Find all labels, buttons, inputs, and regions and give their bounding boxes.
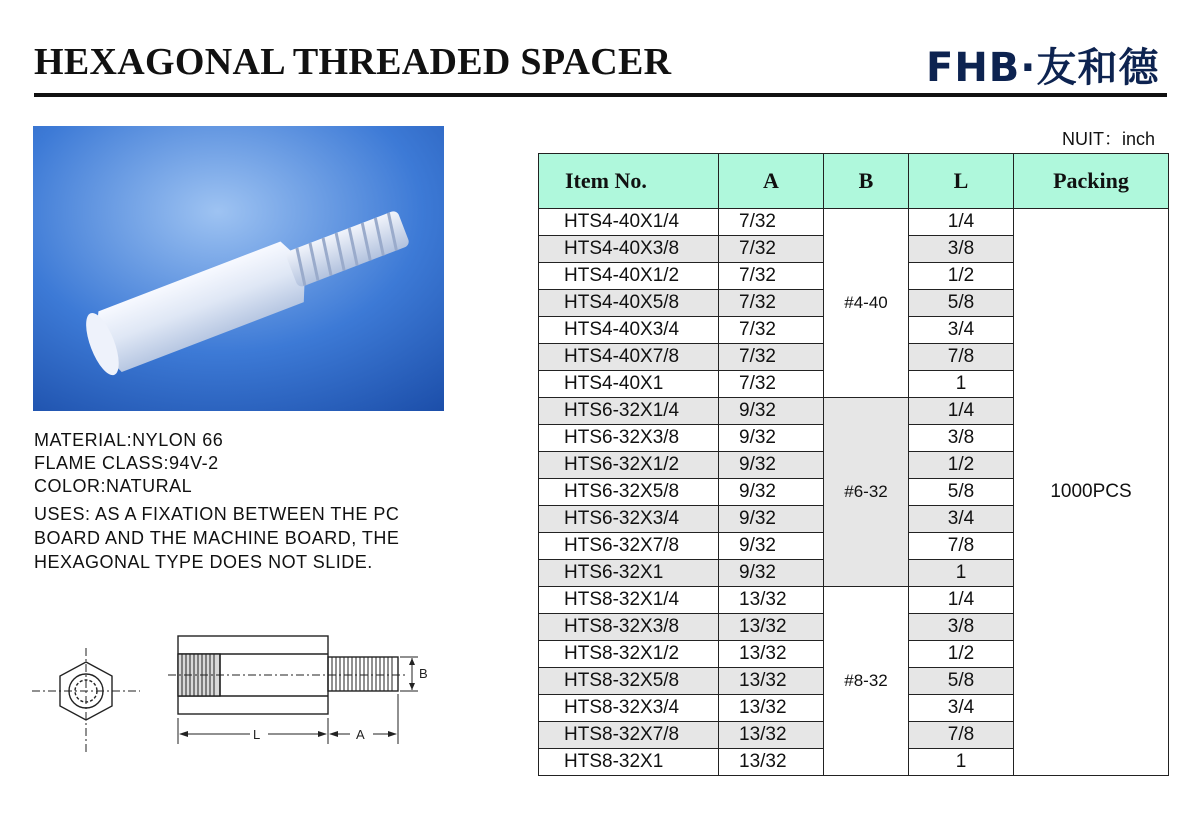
color-text: COLOR:NATURAL: [34, 476, 193, 496]
unit-label: NUIT：inch: [1062, 129, 1156, 149]
item-no-cell: HTS4-40X1/2: [539, 263, 719, 290]
a-cell: 9/32: [719, 506, 824, 533]
item-no-cell: HTS4-40X7/8: [539, 344, 719, 371]
l-cell: 3/4: [909, 506, 1014, 533]
l-cell: 1: [909, 371, 1014, 398]
l-cell: 3/8: [909, 614, 1014, 641]
a-cell: 13/32: [719, 749, 824, 776]
item-no-cell: HTS6-32X1/4: [539, 398, 719, 425]
l-cell: 1/4: [909, 209, 1014, 236]
item-no-cell: HTS8-32X1/2: [539, 641, 719, 668]
a-cell: 9/32: [719, 533, 824, 560]
a-cell: 9/32: [719, 398, 824, 425]
dim-label-b: B: [419, 666, 428, 681]
a-cell: 7/32: [719, 344, 824, 371]
a-cell: 7/32: [719, 371, 824, 398]
l-cell: 1/2: [909, 641, 1014, 668]
dim-label-a: A: [356, 727, 365, 742]
a-cell: 7/32: [719, 209, 824, 236]
item-no-cell: HTS4-40X3/8: [539, 236, 719, 263]
header-packing: Packing: [1014, 154, 1169, 209]
item-no-cell: HTS8-32X1/4: [539, 587, 719, 614]
page-title: HEXAGONAL THREADED SPACER: [34, 41, 672, 83]
item-no-cell: HTS8-32X5/8: [539, 668, 719, 695]
thread-size-cell: #8-32: [824, 587, 909, 776]
l-cell: 3/8: [909, 236, 1014, 263]
item-no-cell: HTS6-32X3/8: [539, 425, 719, 452]
header-l: L: [909, 154, 1014, 209]
a-cell: 9/32: [719, 425, 824, 452]
l-cell: 5/8: [909, 668, 1014, 695]
dim-label-l: L: [253, 727, 261, 742]
l-cell: 1/4: [909, 398, 1014, 425]
brand-logo: FHB·友和德: [926, 45, 1160, 91]
l-cell: 7/8: [909, 344, 1014, 371]
a-cell: 7/32: [719, 236, 824, 263]
l-cell: 1/2: [909, 263, 1014, 290]
l-cell: 1: [909, 749, 1014, 776]
l-cell: 1/4: [909, 587, 1014, 614]
a-cell: 13/32: [719, 722, 824, 749]
packing-cell: 1000PCS: [1014, 209, 1169, 776]
item-no-cell: HTS8-32X3/8: [539, 614, 719, 641]
a-cell: 13/32: [719, 614, 824, 641]
l-cell: 7/8: [909, 722, 1014, 749]
technical-drawing: [28, 628, 448, 758]
a-cell: 7/32: [719, 317, 824, 344]
spacer-side-view: [168, 636, 418, 744]
item-no-cell: HTS4-40X5/8: [539, 290, 719, 317]
l-cell: 7/8: [909, 533, 1014, 560]
hex-end-view: [32, 648, 140, 752]
a-cell: 9/32: [719, 560, 824, 587]
l-cell: 3/4: [909, 317, 1014, 344]
item-no-cell: HTS4-40X1: [539, 371, 719, 398]
item-no-cell: HTS6-32X1/2: [539, 452, 719, 479]
material-text: MATERIAL:NYLON 66: [34, 430, 224, 450]
l-cell: 3/8: [909, 425, 1014, 452]
item-no-cell: HTS6-32X1: [539, 560, 719, 587]
header-b: B: [824, 154, 909, 209]
a-cell: 9/32: [719, 452, 824, 479]
header-divider: [34, 93, 1167, 97]
spec-table: [538, 153, 1169, 776]
item-no-cell: HTS8-32X3/4: [539, 695, 719, 722]
item-no-cell: HTS8-32X7/8: [539, 722, 719, 749]
item-no-cell: HTS6-32X3/4: [539, 506, 719, 533]
a-cell: 7/32: [719, 290, 824, 317]
item-no-cell: HTS6-32X7/8: [539, 533, 719, 560]
header-item-no: Item No.: [539, 154, 719, 209]
a-cell: 13/32: [719, 668, 824, 695]
l-cell: 5/8: [909, 479, 1014, 506]
a-cell: 13/32: [719, 641, 824, 668]
l-cell: 3/4: [909, 695, 1014, 722]
thread-size-cell: #4-40: [824, 209, 909, 398]
item-no-cell: HTS8-32X1: [539, 749, 719, 776]
thread-size-cell: #6-32: [824, 398, 909, 587]
a-cell: 13/32: [719, 587, 824, 614]
l-cell: 1: [909, 560, 1014, 587]
flame-class-text: FLAME CLASS:94V-2: [34, 453, 219, 473]
table-header-row: [539, 154, 1169, 209]
product-photo: [33, 126, 444, 411]
item-no-cell: HTS6-32X5/8: [539, 479, 719, 506]
item-no-cell: HTS4-40X1/4: [539, 209, 719, 236]
a-cell: 9/32: [719, 479, 824, 506]
a-cell: 13/32: [719, 695, 824, 722]
uses-text: USES: AS A FIXATION BETWEEN THE PC BOARD AND THE MACHINE BOARD, THE HEXAGONAL TYPE DOES NOT SLIDE.: [34, 504, 400, 572]
table-row: [539, 209, 1169, 236]
l-cell: 5/8: [909, 290, 1014, 317]
item-no-cell: HTS4-40X3/4: [539, 317, 719, 344]
a-cell: 7/32: [719, 263, 824, 290]
l-cell: 1/2: [909, 452, 1014, 479]
header-a: A: [719, 154, 824, 209]
